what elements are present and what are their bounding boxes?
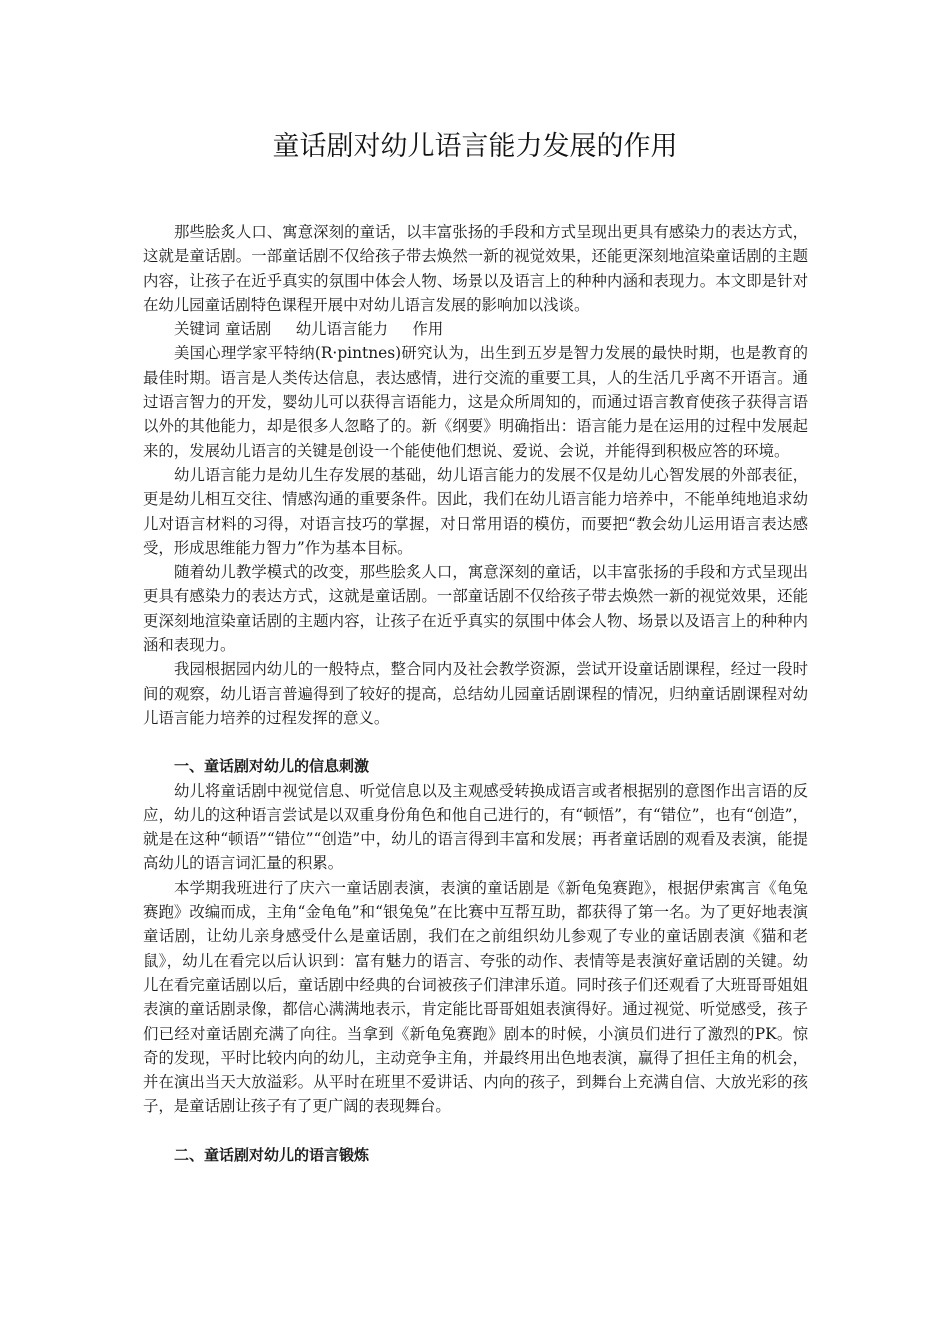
body-paragraph: 美国心理学家平特纳(R·pintnes)研究认为，出生到五岁是智力发展的最快时期，也是教育的最佳时期。语言是人类传达信息，表达感情，进行交流的重要工具，人的生活几乎离不开语言。通过语言智力的开发，婴幼儿可以获得言语能力，这是众所周知的，而通过语言教育使孩子获得言语以外的其他能力，却是很多人忽略了的。新《纲要》明确指出：语言能力是在运用的过程中发展起来的，发展幼儿语言的关键是创设一个能使他们想说、爱说、会说，并能得到积极应答的环境。 — [143, 344, 808, 460]
abstract-paragraph: 那些脍炙人口、寓意深刻的童话，以丰富张扬的手段和方式呈现出更具有感染力的表达方式，这就是童话剧。一部童话剧不仅给孩子带去焕然一新的视觉效果，还能更深刻地渲染童话剧的主题内容，让孩子在近乎真实的氛围中体会人物、场景以及语言上的种种内涵和表现力。本文即是针对在幼儿园童话剧特色课程开展中对幼儿语言发展的影响加以浅谈。 — [143, 223, 808, 314]
body-paragraph: 我园根据园内幼儿的一般特点，整合同内及社会教学资源，尝试开设童话剧课程，经过一段时间的观察，幼儿语言普遍得到了较好的提高，总结幼儿园童话剧课程的情况，归纳童话剧课程对幼儿语言能力培养的过程发挥的意义。 — [143, 660, 808, 727]
document-body — [143, 220, 808, 1167]
keywords-line: 关键词 童话剧 幼儿语言能力 作用 — [174, 320, 444, 339]
section-paragraph: 本学期我班进行了庆六一童话剧表演，表演的童话剧是《新龟兔赛跑》，根据伊索寓言《龟兔赛跑》改编而成，主角“金龟龟”和“银兔兔”在比赛中互帮互助，都获得了第一名。为了更好地表演童话剧，让幼儿亲身感受什么是童话剧，我们在之前组织幼儿参观了专业的童话剧表演《猫和老鼠》，幼儿在看完以后认识到：富有魅力的语言、夸张的动作、表情等是表演好童话剧的关键。幼儿在看完童话剧以后，童话剧中经典的台词被孩子们津津乐道。同时孩子们还观看了大班哥哥姐姐表演的童话剧录像，都信心满满地表示，肯定能比哥哥姐姐表演得好。通过视觉、听觉感受，孩子们已经对童话剧充满了向往。当拿到《新龟兔赛跑》剧本的时候，小演员们进行了激烈的PK。惊奇的发现，平时比较内向的幼儿，主动竞争主角，并最终用出色地表演，赢得了担任主角的机会，并在演出当天大放溢彩。从平时在班里不爱讲话、内向的孩子，到舞台上充满自信、大放光彩的孩子，是童话剧让孩子有了更广阔的表现舞台。 — [143, 878, 808, 1116]
body-paragraph: 幼儿语言能力是幼儿生存发展的基础，幼儿语言能力的发展不仅是幼儿心智发展的外部表征，更是幼儿相互交往、情感沟通的重要条件。因此，我们在幼儿语言能力培养中，不能单纯地追求幼儿对语言材料的习得，对语言技巧的掌握，对日常用语的模仿，而要把“教会幼儿运用语言表达感受，形成思维能力智力”作为基本目标。 — [143, 465, 808, 557]
section-paragraph: 幼儿将童话剧中视觉信息、听觉信息以及主观感受转换成语言或者根据别的意图作出言语的反应，幼儿的这种语言尝试是以双重身份角色和他自己进行的，有“顿悟”，有“错位”，也有“创造”，就是在这种“顿语”“错位”“创造”中，幼儿的语言得到丰富和发展；再者童话剧的观看及表演，能提高幼儿的语言词汇量的积累。 — [143, 781, 808, 873]
body-paragraph: 随着幼儿教学模式的改变，那些脍炙人口，寓意深刻的童话，以丰富张扬的手段和方式呈现出更具有感染力的表达方式，这就是童话剧。一部童话剧不仅给孩子带去焕然一新的视觉效果，还能更深刻地渲染童话剧的主题内容，让孩子在近乎真实的氛围中体会人物、场景以及语言上的种种内涵和表现力。 — [143, 563, 808, 655]
section-heading: 一、童话剧对幼儿的信息刺激 — [174, 757, 370, 776]
section-heading: 二、童话剧对幼儿的语言锻炼 — [174, 1145, 370, 1164]
document-title: 童话剧对幼儿语言能力发展的作用 — [272, 131, 678, 162]
